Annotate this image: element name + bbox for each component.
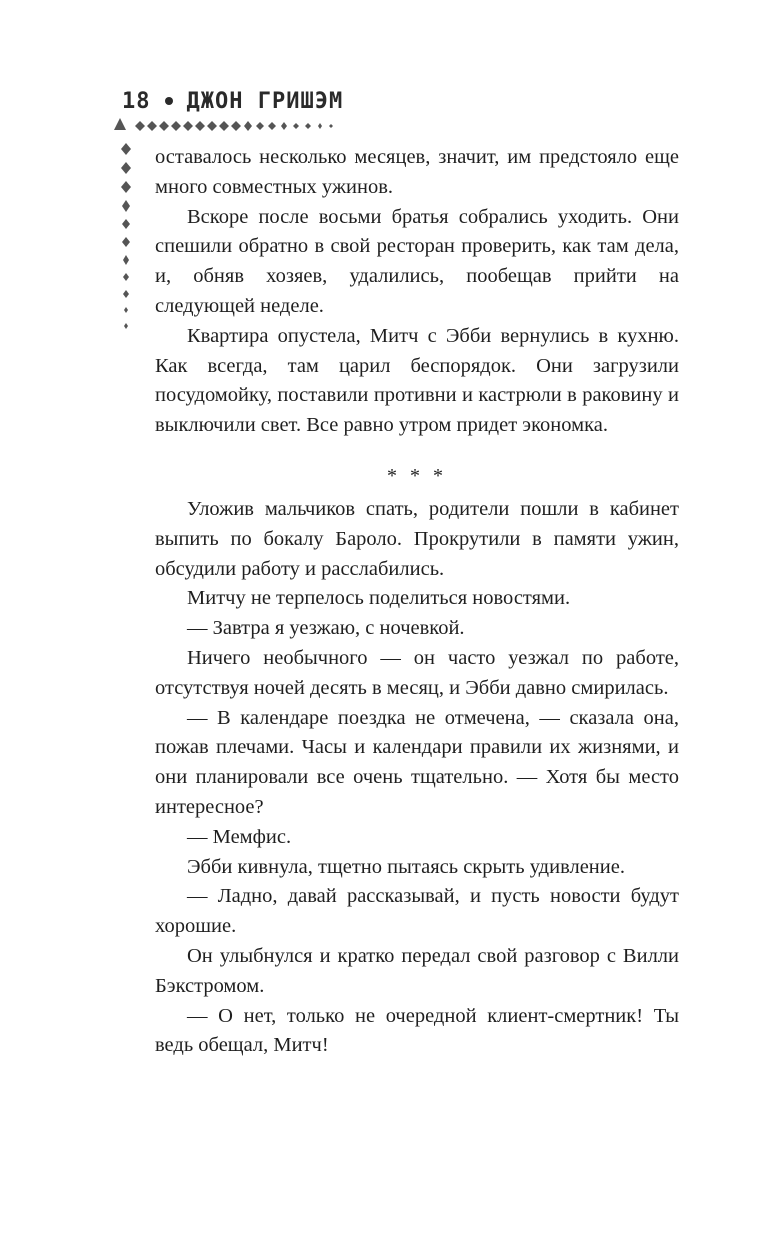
paragraph: — Мемфис. <box>187 825 292 848</box>
paragraph: — В календаре поездка не отмечена, — сказала она, пожав плечами. Часы и календари правили их жизнями, и они планировали все очень тщательно. — Хотя бы место интересное? <box>155 706 679 818</box>
main-text <box>155 143 679 1061</box>
paragraph: — Ладно, давай рассказывай, и пусть новости будут хорошие. <box>155 885 679 938</box>
page-number: 18 <box>122 88 151 114</box>
paragraph: Он улыбнулся и кратко передал свой разговор с Вилли Бэкстромом. <box>155 944 679 997</box>
paragraph: оставалось несколько месяцев, значит, им предстояло еще много совместных ужинов. <box>155 146 679 198</box>
section-separator: * * * <box>387 464 447 487</box>
paragraph: Вскоре после восьми братья собрались уходить. Они спешили обратно в свой ресторан проверить, как там дела, и, обняв хозяев, удалились, пообещав прийти на следующей неделе. <box>155 205 679 317</box>
paragraph: Квартира опустела, Митч с Эбби вернулись в кухню. Как всегда, там царил беспорядок. Они загрузили посудомойку, поставили противни и кастрюли в раковину и выключили свет. Все равно утром придет экономка. <box>155 324 679 437</box>
paragraph: Митчу не терпелось поделиться новостями. <box>187 587 571 610</box>
paragraph: Уложив мальчиков спать, родители пошли в кабинет выпить по бокалу Бароло. Прокрутили в памяти ужин, обсудили работу и расслабились. <box>155 497 679 580</box>
header-bullet-icon <box>165 97 173 105</box>
paragraph: Эбби кивнула, тщетно пытаясь скрыть удивление. <box>187 855 625 878</box>
paragraph: — О нет, только не очередной клиент-смертник! Ты ведь обещал, Митч! <box>155 1004 679 1057</box>
paragraph: Ничего необычного — он часто уезжал по работе, отсутствуя ночей десять в месяц, и Эбби давно смирилась. <box>155 646 679 699</box>
running-header <box>122 86 343 116</box>
paragraph: — Завтра я уезжаю, с ночевкой. <box>187 617 465 640</box>
author-name: ДЖОН ГРИШЭМ <box>186 88 344 114</box>
